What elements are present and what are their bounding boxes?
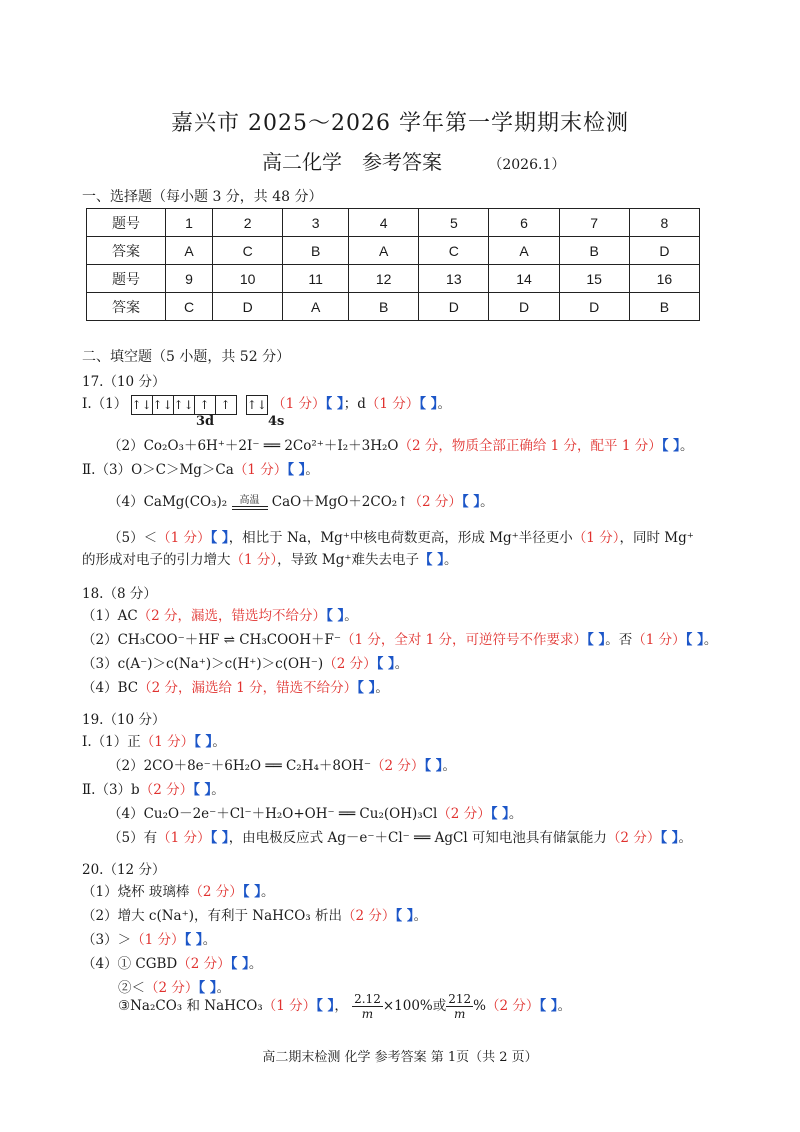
q17-p1-score: （1 分） bbox=[272, 396, 326, 412]
table-row bbox=[87, 265, 700, 293]
q17-p2-equation: Co₂O₃＋6H⁺＋2I⁻ ══ 2Co²⁺＋I₂＋3H₂O bbox=[143, 438, 399, 454]
q19-part5 bbox=[108, 826, 692, 846]
table-cell: D bbox=[419, 293, 489, 321]
q19-p4-score: （2 分） bbox=[437, 806, 491, 822]
answer-bracket: 【 】 bbox=[419, 552, 444, 568]
table-row-header: 题号 bbox=[87, 209, 166, 237]
q20-p4c-text: ③Na₂CO₃ 和 NaHCO₃ bbox=[118, 998, 263, 1014]
q18-part4 bbox=[82, 676, 389, 696]
q17-p4-reactant: CaMg(CO₃)₂ bbox=[143, 494, 228, 510]
fraction-212-over-m bbox=[446, 992, 473, 1021]
table-cell: 9 bbox=[166, 265, 213, 293]
q20-part1 bbox=[82, 880, 274, 900]
q17-p1-score2: （1 分） bbox=[365, 396, 420, 412]
table-cell: B bbox=[559, 237, 629, 265]
q17-part1 bbox=[82, 392, 451, 415]
q17-p5-text1: ，相比于 Na，Mg⁺中核电荷数更高，形成 Mg⁺半径更小 bbox=[228, 530, 573, 546]
q18-p3-score: （2 分） bbox=[323, 656, 377, 672]
q19-p2-score: （2 分） bbox=[370, 758, 425, 774]
end-mark: 。 bbox=[260, 884, 275, 900]
table-cell: 1 bbox=[166, 209, 213, 237]
end-mark: 。 bbox=[305, 462, 319, 478]
table-row bbox=[87, 209, 700, 237]
orbital-box: ↑ bbox=[215, 395, 237, 415]
orbital-box: ↑↓ bbox=[246, 395, 268, 415]
table-cell: A bbox=[489, 237, 559, 265]
answer-bracket: 【 】 bbox=[539, 998, 558, 1014]
end-mark: 。 bbox=[413, 908, 428, 924]
answer-bracket: 【 】 bbox=[424, 758, 443, 774]
q19-p5-score2: （2 分） bbox=[606, 830, 661, 846]
table-cell: 4 bbox=[349, 209, 419, 237]
end-mark: 。 bbox=[679, 438, 694, 454]
q17-part4 bbox=[108, 490, 494, 510]
q17-p2-score: （2 分，物质全部正确给 1 分，配平 1 分） bbox=[398, 438, 662, 454]
q17-p1-prefix: Ⅰ.（1） bbox=[82, 396, 128, 412]
q18-part3 bbox=[82, 652, 408, 672]
table-row-header: 答案 bbox=[87, 293, 166, 321]
q20-p2-score: （2 分） bbox=[342, 908, 396, 924]
answer-bracket: 【 】 bbox=[357, 680, 376, 696]
end-mark: 。 bbox=[248, 956, 263, 972]
table-cell: 10 bbox=[213, 265, 283, 293]
q19-p5-score: （1 分） bbox=[157, 830, 211, 846]
table-row bbox=[87, 237, 700, 265]
answer-table bbox=[86, 208, 700, 321]
table-cell: D bbox=[559, 293, 629, 321]
table-cell: 16 bbox=[629, 265, 699, 293]
q20-p4-text: （4）① CGBD bbox=[82, 956, 178, 972]
q17-p4-products: CaO＋MgO＋2CO₂↑ bbox=[271, 494, 409, 510]
table-cell: 2 bbox=[213, 209, 283, 237]
answer-bracket: 【 】 bbox=[210, 830, 229, 846]
q18-p1-text: （1）AC bbox=[82, 608, 138, 624]
table-row-header: 答案 bbox=[87, 237, 166, 265]
q17-part2 bbox=[108, 434, 693, 454]
answer-bracket: 【 】 bbox=[210, 530, 229, 546]
table-cell: 15 bbox=[559, 265, 629, 293]
q18-p4-text: （4）BC bbox=[82, 680, 139, 696]
end-mark: 。 bbox=[508, 806, 523, 822]
q17-heading: 17.（10 分） bbox=[82, 374, 166, 390]
end-mark: 。 bbox=[202, 932, 217, 948]
table-cell: A bbox=[166, 237, 213, 265]
q20-p2-text: （2）增大 c(Na⁺)，有利于 NaHCO₃ 析出 bbox=[82, 908, 342, 924]
subtitle-text: 高二化学 参考答案 bbox=[262, 150, 442, 174]
answer-bracket: 【 】 bbox=[490, 806, 509, 822]
fraction-numerator: 212 bbox=[448, 992, 472, 1006]
answer-bracket: 【 】 bbox=[242, 884, 261, 900]
q17-part3 bbox=[82, 458, 319, 478]
equals-arrow-high-temp bbox=[232, 496, 268, 510]
q19-p3-text: Ⅱ.（3）b bbox=[82, 782, 140, 798]
table-cell: D bbox=[629, 237, 699, 265]
answer-bracket: 【 】 bbox=[376, 656, 395, 672]
orbital-box: ↑ bbox=[194, 395, 216, 415]
q19-part2 bbox=[108, 754, 456, 774]
q18-p3-text: （3）c(A⁻)＞c(Na⁺)＞c(H⁺)＞c(OH⁻) bbox=[82, 656, 324, 672]
end-mark: 。 bbox=[443, 552, 458, 568]
end-mark: 。 bbox=[678, 830, 693, 846]
table-cell: B bbox=[629, 293, 699, 321]
orbital-box: ↑↓ bbox=[131, 395, 153, 415]
q18-part2 bbox=[82, 628, 717, 648]
table-cell: 11 bbox=[283, 265, 349, 293]
end-mark: 。 bbox=[703, 632, 718, 648]
q20-p4b-score: （2 分） bbox=[145, 980, 199, 996]
q19-p5-text: （5）有 bbox=[108, 830, 158, 846]
page-title: 嘉兴市 2025～2026 学年第一学期期末检测 bbox=[171, 111, 629, 136]
q19-p5-text2: ，由电极反应式 Ag－e⁻＋Cl⁻ ══ AgCl 可知电池具有储氯能力 bbox=[228, 830, 607, 846]
answer-bracket: 【 】 bbox=[685, 632, 704, 648]
q18-part1 bbox=[82, 604, 358, 624]
q20-p3-text: （3）＞ bbox=[82, 932, 132, 948]
table-cell: 8 bbox=[629, 209, 699, 237]
q20-p1-score: （2 分） bbox=[189, 884, 243, 900]
q19-p3-score: （2 分） bbox=[139, 782, 194, 798]
orbital-label-4s: 4s bbox=[268, 414, 285, 429]
table-cell: 12 bbox=[349, 265, 419, 293]
q17-p4-prefix: （4） bbox=[108, 494, 144, 510]
table-cell: 6 bbox=[489, 209, 559, 237]
fraction-2.12-over-m bbox=[352, 992, 383, 1021]
answer-bracket: 【 】 bbox=[193, 782, 212, 798]
table-cell: B bbox=[349, 293, 419, 321]
answer-bracket: 【 】 bbox=[184, 932, 203, 948]
table-cell: C bbox=[213, 237, 283, 265]
end-mark: 。 bbox=[442, 758, 457, 774]
end-mark: 。 bbox=[480, 494, 494, 510]
table-cell: B bbox=[283, 237, 349, 265]
answer-bracket: 【 】 bbox=[326, 608, 345, 624]
q17-part5-line2 bbox=[82, 548, 457, 568]
q18-heading: 18.（8 分） bbox=[82, 586, 157, 602]
q19-heading: 19.（10 分） bbox=[82, 712, 166, 728]
orbital-label-3d: 3d bbox=[196, 414, 215, 429]
q17-p5-score3: （1 分） bbox=[230, 552, 278, 568]
q17-p1-mid: ；d bbox=[343, 396, 366, 412]
q20-part4 bbox=[82, 952, 262, 972]
q18-p2-text: （2）CH₃COO⁻＋HF ⇌ CH₃COOH＋F⁻ bbox=[82, 632, 341, 648]
table-cell: 13 bbox=[419, 265, 489, 293]
answer-bracket: 【 】 bbox=[660, 830, 679, 846]
table-cell: C bbox=[166, 293, 213, 321]
fraction-denominator: m bbox=[361, 1007, 374, 1021]
orbital-diagram-3d bbox=[132, 395, 237, 415]
table-cell: D bbox=[213, 293, 283, 321]
q19-p1-score: （1 分） bbox=[140, 734, 195, 750]
q19-part1 bbox=[82, 730, 226, 750]
end-mark: 。 bbox=[344, 608, 358, 624]
table-cell: C bbox=[419, 237, 489, 265]
table-cell: 14 bbox=[489, 265, 559, 293]
table-row bbox=[87, 293, 700, 321]
q20-p4b-text: ②＜ bbox=[118, 980, 145, 996]
q17-p5-prefix: （5）＜ bbox=[108, 530, 158, 546]
q17-p3-score: （1 分） bbox=[233, 462, 288, 478]
q19-part4 bbox=[108, 802, 522, 822]
answer-bracket: 【 】 bbox=[325, 396, 344, 412]
end-mark: 。 bbox=[437, 396, 451, 412]
page-subtitle bbox=[262, 146, 565, 175]
q18-p1-score: （2 分，漏选，错选均不给分） bbox=[137, 608, 327, 624]
q18-p2-mid: 。否 bbox=[605, 632, 633, 648]
q20-part3 bbox=[82, 928, 216, 948]
answer-bracket: 【 】 bbox=[461, 494, 481, 510]
end-mark: 。 bbox=[375, 680, 389, 696]
orbital-diagram-4s bbox=[247, 395, 268, 415]
answer-bracket: 【 】 bbox=[198, 980, 217, 996]
fraction-denominator: m bbox=[454, 1007, 466, 1021]
q18-p2-score: （1 分，全对 1 分，可逆符号不作要求） bbox=[340, 632, 588, 648]
q17-p3-prefix: Ⅱ.（3） bbox=[82, 462, 132, 478]
q20-p4c-score2: （2 分） bbox=[485, 998, 540, 1014]
exam-date: （2026.1） bbox=[488, 157, 566, 173]
end-mark: 。 bbox=[212, 734, 226, 750]
end-mark: 。 bbox=[557, 998, 572, 1014]
q20-part4c: ③Na₂CO₃ 和 NaHCO₃（1 分）【 】， $\frac{2.12}{m}$ ×100%或 $\frac{212}{m}$ %（2 分）【 】。 bbox=[118, 992, 572, 1021]
section1-heading: 一、选择题（每小题 3 分，共 48 分） bbox=[82, 189, 323, 205]
fraction-numerator: 2.12 bbox=[354, 992, 381, 1006]
orbital-box: ↑↓ bbox=[173, 395, 195, 415]
q20-part2 bbox=[82, 904, 427, 924]
table-cell: 5 bbox=[419, 209, 489, 237]
q19-p1-text: Ⅰ.（1）正 bbox=[82, 734, 141, 750]
q18-p2-score2: （1 分） bbox=[632, 632, 686, 648]
q17-p5-score2: （1 分） bbox=[572, 530, 620, 546]
answer-bracket: 【 】 bbox=[287, 462, 306, 478]
q20-p1-text: （1）烧杯 玻璃棒 bbox=[82, 884, 190, 900]
q19-part3 bbox=[82, 778, 225, 798]
table-cell: 3 bbox=[283, 209, 349, 237]
q17-p5-text2: ，同时 Mg⁺ bbox=[619, 530, 694, 546]
table-cell: A bbox=[349, 237, 419, 265]
end-mark: 。 bbox=[216, 980, 231, 996]
table-cell: A bbox=[283, 293, 349, 321]
answer-bracket: 【 】 bbox=[316, 998, 335, 1014]
q17-p2-prefix: （2） bbox=[108, 438, 144, 454]
q18-p4-score: （2 分，漏选给 1 分，错选不给分） bbox=[138, 680, 358, 696]
q17-p4-score: （2 分） bbox=[408, 494, 462, 510]
q19-p4-text: （4）Cu₂O－2e⁻＋Cl⁻＋H₂O+OH⁻ ══ Cu₂(OH)₃Cl bbox=[108, 806, 438, 822]
q20-p4c-score: （1 分） bbox=[262, 998, 317, 1014]
answer-bracket: 【 】 bbox=[194, 734, 213, 750]
q20-p3-score: （1 分） bbox=[131, 932, 185, 948]
q17-p3-text: O＞C＞Mg＞Ca bbox=[131, 462, 234, 478]
q20-p4-score: （2 分） bbox=[177, 956, 231, 972]
reaction-condition: 高温 bbox=[239, 494, 260, 506]
page-footer: 高二期末检测 化学 参考答案 第 1页（共 2 页） bbox=[262, 1050, 538, 1065]
end-mark: 。 bbox=[211, 782, 225, 798]
orbital-box: ↑↓ bbox=[152, 395, 174, 415]
q17-part5-line1 bbox=[108, 526, 694, 546]
section2-heading: 二、填空题（5 小题，共 52 分） bbox=[82, 349, 291, 365]
q17-p5-score1: （1 分） bbox=[157, 530, 211, 546]
q20-heading: 20.（12 分） bbox=[82, 862, 166, 878]
table-row-header: 题号 bbox=[87, 265, 166, 293]
q17-p5-text4: ，导致 Mg⁺难失去电子 bbox=[277, 552, 420, 568]
percent-sign: % bbox=[473, 998, 486, 1014]
answer-bracket: 【 】 bbox=[587, 632, 606, 648]
q17-p5-text3: 的形成对电子的引力增大 bbox=[82, 552, 231, 568]
table-cell: D bbox=[489, 293, 559, 321]
q20-p4c-mid: ×100%或 bbox=[382, 998, 447, 1014]
answer-bracket: 【 】 bbox=[230, 956, 249, 972]
end-mark: 。 bbox=[394, 656, 409, 672]
answer-bracket: 【 】 bbox=[419, 396, 438, 412]
table-cell: 7 bbox=[559, 209, 629, 237]
q19-p2-text: （2）2CO＋8e⁻＋6H₂O ══ C₂H₄＋8OH⁻ bbox=[108, 758, 371, 774]
answer-bracket: 【 】 bbox=[661, 438, 680, 454]
answer-bracket: 【 】 bbox=[395, 908, 414, 924]
